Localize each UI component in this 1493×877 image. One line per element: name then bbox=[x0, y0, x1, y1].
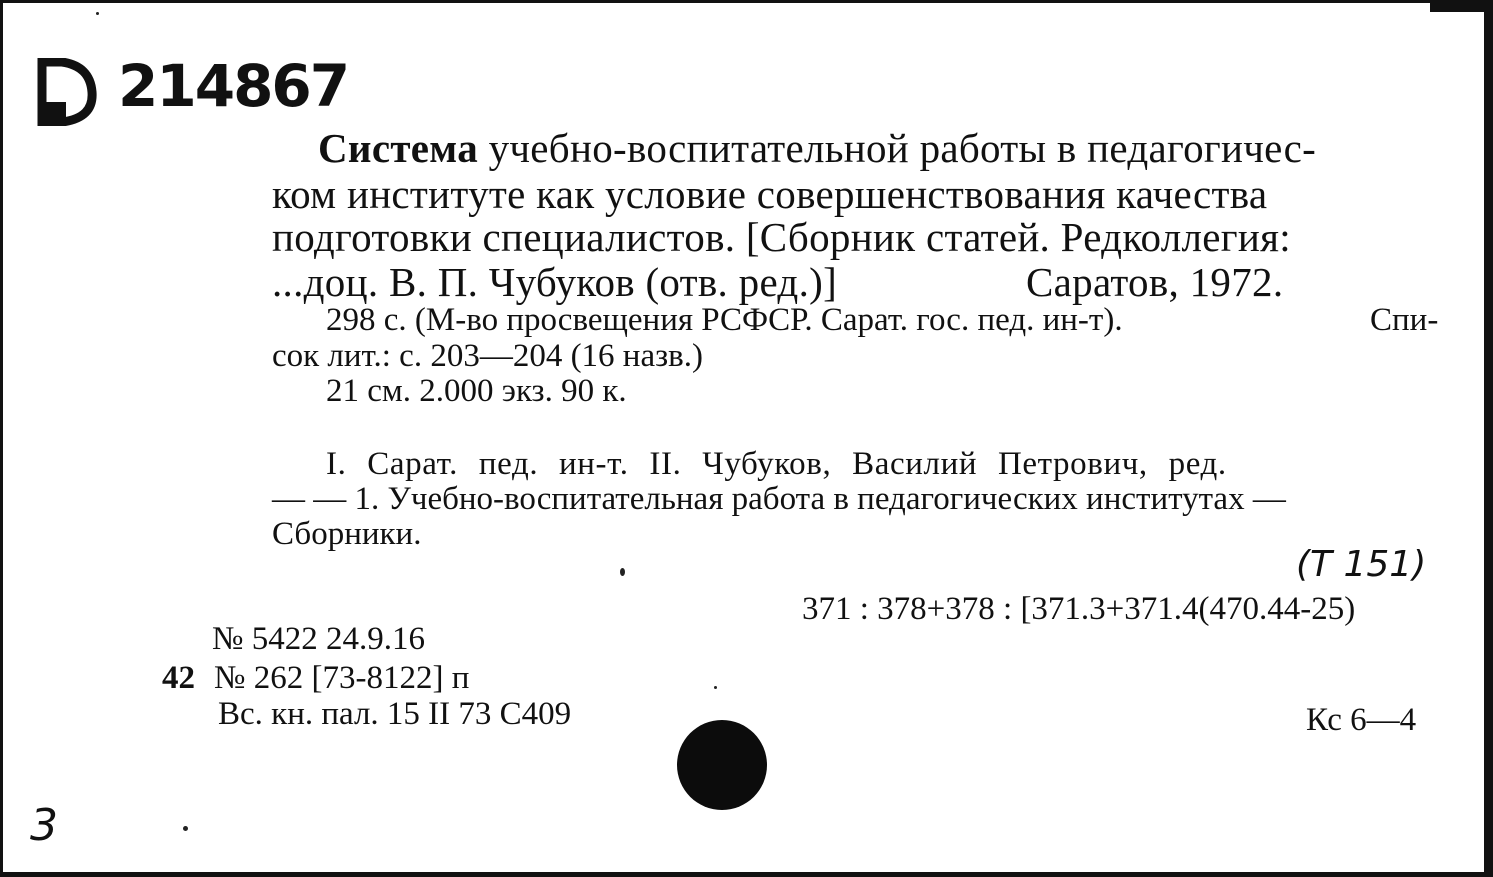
registry-prefix: 42 bbox=[162, 660, 195, 696]
title-first-word: Система bbox=[318, 125, 479, 171]
title-line-3: подготовки специалистов. [Сборник статей. Редколлегия: bbox=[272, 214, 1291, 260]
tracing-line-2: — — 1. Учебно-воспитательная работа в педагогических институтах — bbox=[272, 481, 1286, 517]
accession-number: 214867 bbox=[118, 52, 349, 120]
bibliography-note: сок лит.: с. 203—204 (16 назв.) bbox=[272, 338, 703, 374]
registry-line-1: № 5422 24.9.16 bbox=[212, 621, 425, 657]
udc-classification: 371 : 378+378 : [371.3+371.4(470.44-25) bbox=[802, 591, 1356, 627]
imprint-place-date: Саратов, 1972. bbox=[1026, 259, 1284, 305]
card-edge-right bbox=[1484, 0, 1493, 877]
scan-speck bbox=[620, 568, 625, 576]
tracing-line-3: Сборники. bbox=[272, 516, 422, 552]
handwritten-class-number: (T 151) bbox=[1296, 544, 1427, 585]
registry-line-2: № 262 [73-8122] п bbox=[214, 660, 470, 696]
card-edge-corner bbox=[1430, 0, 1493, 12]
scan-speck bbox=[96, 12, 99, 15]
scan-speck bbox=[714, 686, 717, 689]
size-edition-price: 21 см. 2.000 экз. 90 к. bbox=[326, 373, 627, 409]
title-line-4: ...доц. В. П. Чубуков (отв. ред.)] bbox=[272, 259, 838, 305]
title-line-1-text: учебно-воспитательной работы в педагогичес- bbox=[488, 125, 1317, 171]
title-line-1 bbox=[318, 124, 1316, 172]
card-edge-top bbox=[0, 0, 1493, 3]
punched-hole bbox=[677, 720, 767, 810]
registry-line-3: Вс. кн. пал. 15 II 73 С409 bbox=[218, 696, 572, 732]
collation-hyphen: Спи- bbox=[1370, 302, 1439, 338]
corner-handwritten-mark: 3 bbox=[30, 800, 58, 851]
collation-line: 298 с. (М-во просвещения РСФСР. Сарат. гос. пед. ин-т). bbox=[326, 302, 1123, 338]
scan-speck bbox=[183, 826, 188, 831]
card-code: Кс 6—4 bbox=[1306, 702, 1417, 738]
card-edge-left bbox=[0, 0, 3, 877]
library-stamp-icon bbox=[36, 58, 98, 126]
card-edge-bottom bbox=[0, 872, 1493, 877]
title-line-2: ком институте как условие совершенствования качества bbox=[272, 171, 1268, 217]
tracing-line-1: I. Сарат. пед. ин-т. II. Чубуков, Василий Петрович, ред. bbox=[326, 446, 1227, 482]
